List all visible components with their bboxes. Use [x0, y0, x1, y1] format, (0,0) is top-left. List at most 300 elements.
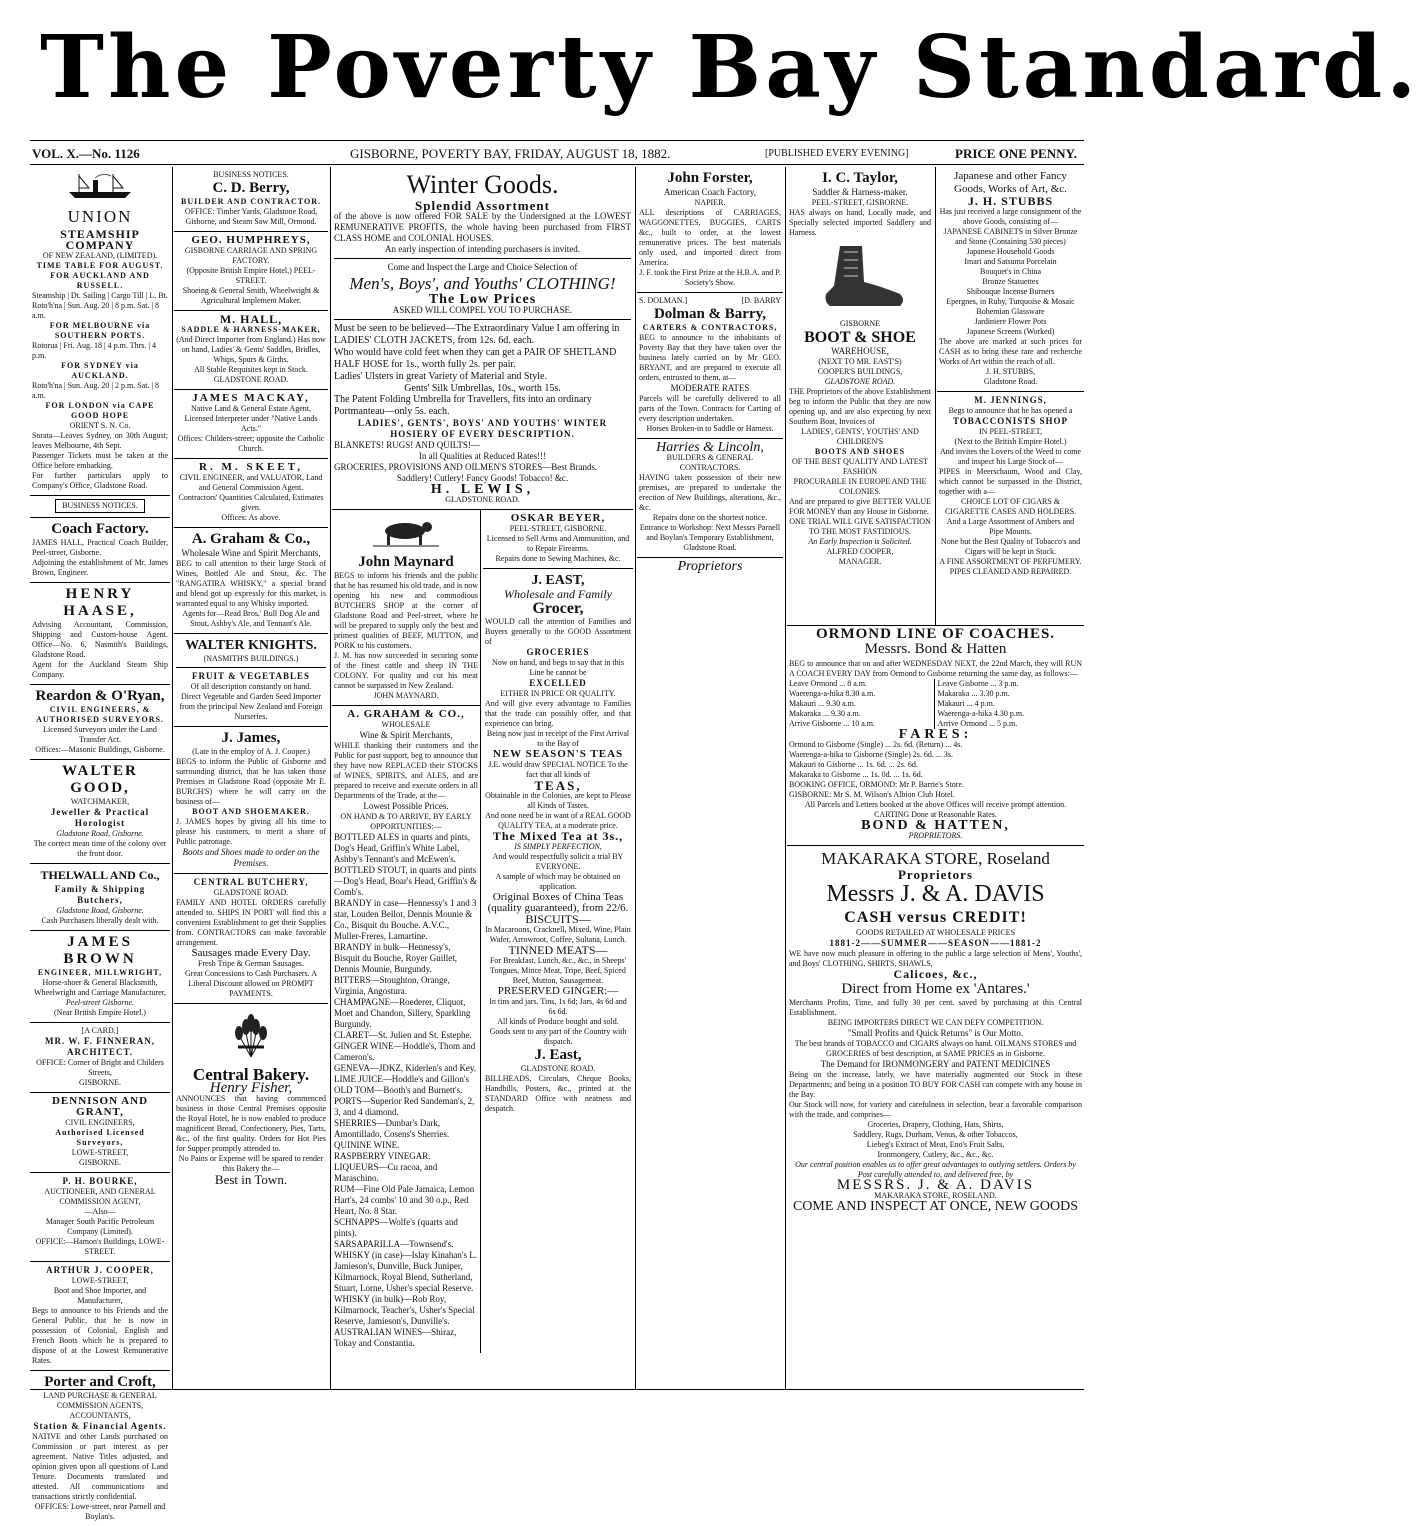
jennings-pipes-repaired: PIPES CLEANED AND REPAIRED.	[949, 567, 1072, 576]
east-solicit: And would respectfully solicit a trial BY EVERYONE.	[492, 852, 624, 871]
winter-clothing: Men's, Boys', and Youths' CLOTHING!	[349, 274, 616, 293]
james-italic: Boots and Shoes made to order on the Premises.	[182, 847, 320, 868]
union-nz: OF NEW ZEALAND, (LIMITED).	[42, 251, 158, 260]
dolman-right: [D. BARRY	[741, 296, 781, 305]
skeet-title: R. M. SKEET,	[199, 461, 303, 473]
sydney-heading: FOR SYDNEY via AUCKLAND.	[61, 361, 139, 380]
winter-umbrellas: Gents' Silk Umbrellas, 10s., worth 15s.	[404, 383, 561, 394]
booking-office-2: GISBORNE: Mr S. M. Wilson's Albion Club Hotel.	[789, 790, 955, 799]
japanese-title: Japanese and other Fancy Goods, Works of Art, &c.	[954, 170, 1067, 195]
stubbs-item: Imari and Satsuma Porcelain	[964, 257, 1057, 266]
east-mixed: The Mixed Tea at 3s.,	[492, 829, 624, 843]
east-ginger: PRESERVED GINGER:—	[497, 985, 619, 997]
timetable-row: Roto'h'na | Sun. Aug. 20 | 2 p.m. Sat. | 8 a.m.	[32, 381, 160, 400]
makaraka-davis: Messrs J. & A. DAVIS	[826, 881, 1045, 907]
graham2-item: RUM—Fine Old Pale Jamaica, Lemon Hart's, 24 combs' 10 and 30 o.p., Red Heart, No. 8 Star.	[334, 1184, 475, 1216]
winter-text: of the above is now offered FOR SALE by the Undersigned at the LOWEST REMUNERATIVE PROFITS, the whole having been purchased from FIRST CLASS HOME and COLONIAL HOUSES.	[334, 211, 631, 243]
skeet-ad	[174, 459, 328, 528]
dennison-town: GISBORNE.	[78, 1158, 121, 1167]
makaraka-item: Groceries, Drapery, Clothing, Hats, Shirts,	[867, 1120, 1004, 1129]
haase-name: HENRY HAASE,	[63, 586, 137, 619]
published-note: [PUBLISHED EVERY EVENING]	[765, 148, 909, 159]
winter-low-prices: The Low Prices	[428, 292, 537, 307]
butchery-title: CENTRAL BUTCHERY,	[193, 877, 309, 887]
mhall-sub: SADDLE & HARNESS-MAKER,	[181, 325, 321, 334]
james-brown-ad	[30, 931, 170, 1023]
ormond-timetable-row: Makaraka ... 3.30 p.m.	[937, 689, 1010, 698]
graham2-item: AUSTRALIAN WINES—Shiraz, Tokay and Constantia.	[334, 1327, 457, 1348]
graham2-item: SHERRIES—Dunbar's Dark, Amontillado, Cosens's Sherries.	[334, 1118, 450, 1139]
bourke-ad	[30, 1173, 170, 1262]
berry-title: C. D. Berry,	[212, 180, 290, 196]
union-steamship-ad	[30, 167, 170, 496]
ormond-coaches-ad	[787, 626, 1084, 846]
central-butchery-ad	[174, 874, 328, 1004]
haase-ad	[30, 583, 170, 685]
bourke-sub: AUCTIONEER, AND GENERAL COMMISSION AGENT,	[44, 1187, 156, 1206]
boot-boots: BOOTS AND SHOES	[814, 447, 906, 456]
cook-county-ad	[637, 558, 783, 576]
boot-sub: WAREHOUSE,	[831, 346, 889, 356]
m-hall-ad	[174, 311, 328, 390]
wheat-sheaf-icon	[216, 1011, 286, 1059]
fruit-title: FRUIT & VEGETABLES	[191, 671, 311, 681]
column-rule	[330, 167, 331, 1389]
boot-early: An Early Inspection is Solicited.	[808, 537, 912, 546]
stubbs-text: Has just received a large consignment of the above Goods, consisting of—	[939, 207, 1082, 226]
graham2-item: QUININE WINE.	[334, 1140, 400, 1150]
ormond-timetable-row: Waerenga-a-hika 4.30 p.m.	[937, 709, 1025, 718]
maynard-sign: JOHN MAYNARD.	[373, 691, 439, 700]
forster-note: J. F. took the First Prize at the H.B.A. and P. Society's Show.	[639, 268, 781, 287]
stubbs-item: Jardiniere Flower Pots	[974, 317, 1047, 326]
graham2-item: GINGER WINE—Hoddle's, Thom and Cameron's.	[334, 1041, 476, 1062]
james-trade: BOOT AND SHOEMAKER.	[192, 807, 310, 816]
brown-title: JAMES BROWN	[63, 934, 137, 967]
ormond-timetable-row: Leave Ormond ... 8 a.m.	[789, 679, 867, 688]
bourke-manager: Manager South Pacific Petroleum Company (Limited).	[45, 1217, 155, 1236]
graham2-arrive: ON HAND & TO ARRIVE, BY EARLY OPPORTUNITIES:—	[340, 812, 472, 831]
finneran-title: MR. W. F. FINNERAN, ARCHITECT.	[45, 1036, 155, 1057]
stubbs-item: Shibouque Incense Burners	[966, 287, 1055, 296]
boot-ladies: LADIES', GENTS', YOUTHS' AND CHILDREN'S	[801, 427, 919, 446]
carting-note: CARTING Done at Reasonable Rates.	[874, 810, 997, 819]
east-teas-2: TEAS,	[534, 778, 582, 793]
particulars-note: For further particulars apply to Company's Office, Gladstone Road.	[32, 471, 168, 490]
butchery-sausages: Sausages made Every Day.	[191, 947, 311, 959]
jennings-ambers: And a Large Assortment of Ambers and Pipe Mounts.	[946, 517, 1075, 536]
east-billheads: BILLHEADS, Circulars, Cheque Books, Handbills, Posters, &c., printed at the STANDARD Office with neatness and despatch.	[485, 1074, 631, 1113]
brown-sub-2: Horse-shoer & General Blacksmith, Wheelwright and Carriage Manufacturer,	[33, 978, 167, 997]
east-either: EITHER IN PRICE OR QUALITY.	[500, 689, 616, 698]
ormond-timetable-row: Makaraka ... 9.30 a.m.	[789, 709, 861, 718]
dateline-rule	[30, 164, 1084, 165]
masthead	[0, 0, 1420, 140]
volume-number: VOL. X.—No. 1126	[32, 146, 140, 161]
dennison-address: LOWE-STREET,	[71, 1148, 129, 1157]
dennison-sub: CIVIL ENGINEERS,	[65, 1118, 135, 1127]
taylor-address: PEEL-STREET, GISBORNE.	[811, 198, 909, 207]
cooper-text: Begs to announce to his Friends and the General Public, that he is now in possession of Colonial, English and French Boots which he is prepared to dispose of at the Lowest Remunerative Rates.	[32, 1306, 168, 1365]
makaraka-tobacco: The best brands of TOBACCO and CIGARS always on hand. OILMANS STORES and GROCERIES of best description, at SAME PRICES as in Gisborne.	[794, 1039, 1077, 1058]
east-groceries: GROCERIES	[526, 647, 590, 657]
reardon-ad	[30, 685, 170, 760]
ormond-timetable	[789, 679, 1082, 729]
graham2-sub: WHOLESALE	[381, 720, 431, 729]
ormond-timetable-right	[934, 679, 1083, 729]
fare-row: Makaraka to Gisborne ... 1s. 0d. ... 1s. 6d.	[789, 770, 923, 779]
mhall-text: (And Direct Importer from England.) Has now on hand, Ladies' & Gents' Saddles, Bridles, Whips, Spurs & Girths.	[176, 335, 326, 364]
porter-office: OFFICES: Lowe-street, near Parnell and Boylan's.	[34, 1502, 166, 1521]
east-tinned-text: For Breakfast, Lunch, &c., &c., in Sheeps' Tongues, Mince Meat, Tripe, Beef, Spiced Beef, Mutton, Sausagemeat.	[489, 956, 627, 985]
cooper-ad	[30, 1262, 170, 1371]
east-none: And none need be in want of a REAL GOOD QUALITY TEA, at a moderate price.	[485, 811, 631, 830]
ormond-timetable-row: Makauri ... 9.30 a.m.	[789, 699, 856, 708]
graham2-text: WHILE thanking their customers and the Public for past support, beg to announce that they have now REPLACED their STOCKS of WINES, SPIRITS, and ALES, and are prepared to receive and execute orders in all Departments of the Trade, at the—	[334, 741, 478, 800]
makaraka-item: Ironmongery, Cutlery, &c., &c., &c.	[877, 1150, 994, 1159]
good-address: Gladstone Road, Gisborne.	[56, 829, 144, 838]
east-address: GLADSTONE ROAD.	[520, 1064, 596, 1073]
boot-manager: MANAGER.	[838, 557, 882, 566]
stubbs-item: Japanese Screens (Worked)	[966, 327, 1055, 336]
maynard-text: BEGS to inform his friends and the public that he has resumed his old trade, and is now opening his new and commodious BUTCHERS SHOP at the corner of Gladstone Road and Peel-street, where he will be prepared to supply only the best and primest qualities of BEEF, MUTTON, and PORK to his customers.	[334, 571, 478, 650]
jennings-none: None but the Best Quality of Tobacco's and Cigars will be kept in Stock.	[940, 537, 1081, 556]
winter-lewis: H. LEWIS,	[430, 482, 535, 497]
reardon-sub: CIVIL ENGINEERS, & AUTHORISED SURVEYORS.	[36, 705, 164, 724]
stubbs-item: Epergnes, in Ruby, Turquoise & Mosaic	[946, 297, 1075, 306]
thelwall-address: Gladstone Road, Gisborne.	[56, 906, 144, 915]
mhall-stock: All Stable Requisites kept in Stock.	[194, 365, 308, 374]
stubbs-item: Japanese Household Goods	[966, 247, 1055, 256]
makaraka-stock: Our Stock will now, for variety and carefulness in selection, bear a favorable comparison with the trade, and comprises—	[789, 1100, 1082, 1119]
makaraka-item: Saddlery, Rugs, Durham, Venus, & other Tobaccos,	[853, 1130, 1018, 1139]
berry-office: OFFICE: Timber Yards, Gladstone Road, Gisborne, and Steam Saw Mill, Ormond.	[184, 207, 318, 226]
graham2-item: BOTTLED STOUT, in quarts and pints—Dog's Head, Boar's Head, Griffin's & Comb's.	[334, 865, 477, 897]
graham2-item: SCHNAPPS—Wolfe's (quarts and pints).	[334, 1217, 458, 1238]
thelwall-sub: Family & Shipping Butchers,	[54, 884, 146, 905]
timetable-row: Rotorua | Fri. Aug. 18 | 4 p.m. Thrs. | 4 p.m.	[32, 341, 156, 360]
fare-row: Makauri to Gisborne ... 1s. 6d. ... 2s. 6d.	[789, 760, 918, 769]
graham2-item: CLARET—St. Julien and St. Estephe.	[334, 1030, 472, 1040]
graham2-item: BITTERS—Stoughton, Orange, Virginia, Angostura.	[334, 975, 450, 996]
butchery-address: GLADSTONE ROAD.	[213, 888, 289, 897]
jennings-invite: And invites the Lovers of the Weed to come and inspect his Large Stock of—	[940, 447, 1081, 466]
business-notices-heading	[30, 496, 170, 518]
reardon-office: Offices:—Masonic Buildings, Gisborne.	[35, 745, 165, 754]
mhall-address: GLADSTONE ROAD.	[213, 375, 289, 384]
graham-agents: Agents for—Read Bros.' Bull Dog Ale and Stout, Ashby's Ale, and Tennant's Ale.	[182, 609, 320, 628]
east-sample: A sample of which may be obtained on application.	[495, 872, 621, 891]
ormond-timetable-row: Makauri ... 4 p.m.	[937, 699, 995, 708]
winter-groceries: GROCERIES, PROVISIONS AND OILMEN'S STORES—Best Brands.	[334, 462, 598, 472]
east-perfection: IS SIMPLY PERFECTION,	[514, 842, 602, 851]
graham2-title: A. GRAHAM & CO.,	[347, 708, 465, 720]
beyer-ad	[483, 510, 633, 569]
dennison-ad	[30, 1093, 170, 1173]
mackay-text: Licensed Interpreter under "Native Lands Acts."	[184, 414, 318, 433]
coach-text: JAMES HALL, Practical Coach Builder, Peel-street, Gisborne.	[32, 538, 168, 557]
dolman-left: S. DOLMAN.]	[639, 296, 688, 305]
bourke-title: P. H. BOURKE,	[62, 1176, 138, 1186]
graham2-item-list	[334, 832, 478, 1349]
graham-title: A. Graham & Co.,	[191, 531, 311, 547]
forster-ad	[637, 167, 783, 293]
ormond-timetable-row: Arrive Gisborne ... 10 a.m.	[789, 719, 875, 728]
winter-cold: Who would have cold feet when they can get a PAIR OF SHETLAND HALF HOSE for 1s., worth fully 2s. per pair.	[334, 347, 617, 370]
maynard-title: John Maynard	[358, 554, 454, 570]
cooper-title: ARTHUR J. COOPER,	[46, 1265, 154, 1275]
stubbs-title: J. H. STUBBS	[967, 194, 1054, 208]
stubbs-item: JAPANESE CABINETS in Silver Bronze and Stone (Containing 530 pieces)	[943, 227, 1078, 246]
butchery-fresh: Fresh Tripe & German Sausages.	[198, 959, 304, 968]
winter-ulsters: Ladies' Ulsters in great Variety of Material and Style.	[334, 371, 547, 382]
jennings-perfumery: A FINE ASSORTMENT OF PERFUMERY.	[939, 557, 1082, 566]
finneran-town: GISBORNE.	[78, 1078, 121, 1087]
cook-county-placeholder: Proprietors	[677, 559, 743, 574]
sorata-note: Sorata—Leaves Sydney, on 30th August; leaves Melbourne, 4th Sept.	[32, 431, 168, 450]
stubbs-item: Bohemian Glassware	[976, 307, 1045, 316]
good-sub: WATCHMAKER,	[70, 797, 130, 806]
mackay-ad	[174, 390, 328, 459]
stubbs-item: Bouquet's in China	[980, 267, 1041, 276]
fruit-text: Of all description constantly on hand.	[190, 682, 312, 691]
winter-address: GLADSTONE ROAD.	[445, 495, 520, 504]
finneran-ad	[30, 1023, 170, 1093]
butchery-discount: Great Concessions to Cash Purchasers. A Liberal Discount allowed on PROMPT PAYMENTS.	[185, 969, 317, 998]
top-rule	[30, 140, 1084, 141]
column-rule	[785, 167, 786, 1389]
bakery-name: Henry Fisher,	[209, 1080, 293, 1096]
cattle-icon	[371, 517, 441, 547]
east-text: WOULD call the attention of Families and Buyers generally to the GOOD Assortment of	[485, 617, 631, 646]
forster-text: ALL descriptions of CARRIAGES, WAGGONETTES, BUGGIES, CARTS &c., built to order, at the lowest remunerative prices. The best materials only used, and imported direct from America.	[639, 208, 781, 267]
london-sub: ORIENT S. N. Co.	[69, 421, 131, 430]
makaraka-proprietors: Proprietors	[897, 867, 974, 882]
boot-next: (NEXT TO MR. EAST'S)	[818, 357, 902, 366]
knights-sub: (NASMITH'S BUILDINGS.)	[203, 654, 299, 663]
graham2-item: RASPBERRY VINEGAR.	[334, 1151, 431, 1161]
parcels-note: All Parcels and Letters booked at the above Offices will receive prompt attention.	[804, 800, 1067, 809]
east-ginger-text: In tins and jars. Tins, 1s 6d; Jars, 4s 6d and 6s 6d.	[489, 997, 627, 1016]
dolman-text-2: Parcels will be carefully delivered to all parts of the Town. Contracts for Carting of every description undertaken.	[639, 394, 781, 423]
walter-good-ad	[30, 760, 170, 864]
cooper-sub-2: Boot and Shoe Importer, and Manufacturer,	[53, 1286, 147, 1305]
east-tinned: TINNED MEATS—	[508, 943, 608, 957]
dolman-title: Dolman & Barry,	[653, 306, 767, 322]
timetable-row: Roto'h'na | Sun. Aug. 20 | 8 p.m. Sat. | 8 a.m.	[32, 301, 160, 320]
makaraka-text: WE have now much pleasure in offering to the public a large selection of Mens', Youths', and Boys' CLOTHING, SHIRTS, SHAWLS,	[789, 949, 1082, 968]
taylor-text: HAS always on hand, Locally made, and Specially selected imported Saddlery and Harness.	[789, 208, 931, 237]
thelwall-ad	[30, 864, 170, 931]
makaraka-address: MAKARAKA STORE, ROSELAND.	[874, 1191, 997, 1200]
winter-blankets: BLANKETS! RUGS! AND QUILTS!—	[334, 440, 480, 450]
london-heading: FOR LONDON via CAPE GOOD HOPE	[45, 401, 155, 420]
column-1	[30, 167, 170, 1521]
beyer-title: OSKAR BEYER,	[510, 512, 606, 524]
ormond-title: ORMOND LINE OF COACHES.	[815, 626, 1056, 642]
east-produce: All kinds of Produce bought and sold.	[497, 1017, 619, 1026]
stubbs-item-list	[939, 227, 1082, 337]
mhall-title: M. HALL,	[219, 312, 283, 326]
dolman-names	[639, 296, 781, 306]
east-excelled: EXCELLED	[529, 678, 587, 688]
beyer-sub: PEEL-STREET, GISBORNE.	[509, 524, 607, 533]
brown-address: Peel-street Gisborne.	[65, 998, 135, 1007]
price: PRICE ONE PENNY.	[955, 146, 1077, 161]
coach-factory-ad	[30, 518, 170, 583]
mackay-title: JAMES MACKAY,	[192, 392, 310, 404]
east-boxes: Original Boxes of China Teas (quality guaranteed), from 22/6.	[487, 891, 629, 914]
dolman-barry-ad	[637, 293, 783, 439]
butchery-text: FAMILY AND HOTEL ORDERS carefully attended to. SHIPS IN PORT will find this a convenient Establishment to get their Supplies from. CONTRACTORS can make favorable arrangement.	[176, 898, 326, 947]
winter-title: Winter Goods.	[406, 170, 559, 199]
makaraka-demand-2: Being on the increase, lately, we have materially augmented our Stock in these Departments; and being in a position TO BUY FOR CASH can compete with any house in the Bay.	[789, 1070, 1082, 1099]
brown-near: (Near British Empire Hotel.)	[54, 1008, 146, 1017]
haase-text: Advising Accountant, Commission, Shipping and Custom-house Agent. Office—No. 6, Nasmith's Buildings, Gladstone Road.	[32, 620, 168, 659]
ormond-timetable-row: Leave Gisborne ... 3 p.m.	[937, 679, 1019, 688]
stubbs-marked: The above are marked at such prices for CASH as to bring these rare and recherche Works of Art within the reach of all.	[939, 337, 1082, 366]
east-text-2: Now on hand, and begs to say that in this Line he cannot be	[492, 658, 624, 677]
east-biscuits: BISCUITS—	[525, 912, 591, 926]
bottom-rule	[30, 1389, 1084, 1390]
walter-knights-ad	[174, 634, 328, 727]
jennings-ad	[937, 392, 1084, 581]
humphreys-title: GEO. HUMPHREYS,	[191, 234, 311, 246]
makaraka-item: Liebeg's Extract of Meat, Eno's Fruit Salts,	[866, 1140, 1005, 1149]
passenger-note: Passenger Tickets must be taken at the Office before embarking.	[32, 451, 168, 470]
boot-procurable: PROCURABLE IN EUROPE AND THE COLONIES.	[793, 477, 927, 496]
reardon-title: Reardon & O'Ryan,	[35, 688, 165, 704]
boot-trial: ONE TRIAL WILL GIVE SATISFACTION TO THE MOST FASTIDIOUS.	[789, 517, 931, 536]
thelwall-note: Cash Purchasers liberally dealt with.	[41, 916, 159, 925]
makaraka-sign: MESSRS. J. & A. DAVIS	[836, 1177, 1035, 1193]
good-note: The correct mean time of the colony over the front door.	[33, 839, 167, 858]
winter-saddlery: Saddlery! Cutlery! Fancy Goods! Tobacco! &c.	[396, 473, 569, 483]
makaraka-title: MAKARAKA STORE, Roseland	[821, 849, 1050, 868]
graham2-item: LIQUEURS—Cu racoa, and Maraschino.	[334, 1162, 438, 1183]
humphreys-ad	[174, 232, 328, 311]
winter-assortment: Splendid Assortment	[415, 198, 550, 213]
cooper-sub: LOWE-STREET,	[71, 1276, 129, 1285]
dolman-sub: CARTERS & CONTRACTORS,	[642, 323, 778, 332]
bakery-title: Central Bakery.	[192, 1065, 310, 1084]
booking-office: BOOKING OFFICE, ORMOND: Mr P. Barrie's Store.	[789, 780, 964, 789]
berry-sub: BUILDER AND CONTRACTOR.	[181, 197, 321, 206]
winter-must: Must be seen to be believed—The Extraordinary Value I am offering in LADIES' CLOTH JACKETS, from 12s. 6d. each.	[334, 323, 620, 346]
graham2-item: WHISKY (in case)—Islay Kinahan's L. Jamieson's, Dunville, Buck Juniper, Kilmarnock, Royal Blend, Sutherland, Stuart, Lorne, Usher's special Reserve.	[334, 1250, 477, 1293]
brown-sub: ENGINEER, MILLWRIGHT,	[37, 968, 163, 977]
ormond-timetable-row: Waerenga-a-hika 8.30 a.m.	[789, 689, 876, 698]
makaraka-motto: "Small Profits and Quick Returns" is Our Motto.	[847, 1028, 1024, 1038]
coach-text-2: Adjoining the establishment of Mr. James Brown, Engineer.	[32, 558, 168, 577]
good-title: WALTER GOOD,	[62, 763, 138, 796]
business-notices-label: BUSINESS NOTICES.	[55, 499, 145, 513]
boot-title: BOOT & SHOE	[804, 329, 916, 346]
james-text: BEGS to inform the Public of Gisborne and surrounding district, that he has taken those Premises in Gladstone Road (opposite Mr E. BURCH'S) where he will carry on the business of—	[176, 757, 326, 806]
makaraka-cash: CASH versus CREDIT!	[844, 909, 1027, 926]
finneran-office: OFFICE: Corner of Bright and Childers Streets,	[36, 1058, 164, 1077]
graham-wine-ad	[174, 528, 328, 634]
james-text-2: J. JAMES hopes by giving all his time to please his customers, to merit a share of Public patronage.	[176, 817, 326, 846]
jennings-text: Begs to announce that he has opened a	[948, 406, 1073, 415]
graham2-item: LIME JUICE—Hoddle's and Gillon's	[334, 1074, 469, 1084]
stubbs-address: Gladstone Road.	[983, 377, 1038, 386]
graham2-sub-2: Wine & Spirit Merchants,	[359, 730, 453, 740]
boot-text: THE Proprietors of the above Establishment beg to inform the Public that they are now opening up, and are also expecting by next Southern Boat, Invoices of	[789, 387, 931, 426]
graham2-item: BOTTLED ALES in quarts and pints, Dog's Head, Griffin's White Label, Ashby's Tennant's and McEwen's.	[334, 832, 470, 864]
winter-reduced: In all Qualities at Reduced Rates!!!	[418, 451, 547, 461]
graham2-item: SARSAPARILLA—Townsend's.	[334, 1239, 454, 1249]
east-receipt: Being now just in receipt of the First Arrival to the Bay of	[486, 729, 630, 748]
boot-cooper: COOPER'S BUILDINGS,	[817, 367, 903, 376]
dolman-rates: MODERATE RATES	[670, 383, 750, 393]
skeet-sub: CIVIL ENGINEER, and VALUATOR, Land and General Commission Agent.	[179, 473, 323, 492]
bakery-best: Best in Town.	[214, 1172, 288, 1187]
makaraka-calicoes: Calicoes, &c.,	[893, 967, 978, 981]
boot-sign: ALFRED COOPER,	[826, 547, 894, 556]
j-james-ad	[174, 727, 328, 874]
j-east-ad	[483, 569, 633, 1118]
porter-croft-ad	[30, 1371, 170, 1526]
makaraka-season: 1881-2——SUMMER——SEASON——1881-2	[829, 938, 1042, 948]
humphreys-text: Shoeing & General Smith, Wheelwright & Agricultural Implement Maker.	[182, 286, 320, 305]
bakery-text: ANNOUNCES that having commenced business in those Central Premises opposite the Royal Hotel, he is now enabled to produce magnificent Bread, Confectionery, Pies, Tarts, &c., of the first quality. Orders for Hot Pies for Supper promptly attended to.	[176, 1094, 326, 1153]
ormond-makaraka-block	[787, 625, 1084, 1390]
forster-town: NAPIER.	[694, 198, 726, 207]
east-text-3: And will give every advantage to Families that the trade can possibly offer, and that experience can bring.	[485, 699, 631, 728]
stubbs-item: Bronze Statuettes	[982, 277, 1039, 286]
reardon-text: Licensed Surveyors under the Land Transfer Act.	[43, 725, 157, 744]
east-goods: Goods sent to any part of the Country with dispatch.	[489, 1027, 627, 1046]
union-subtitle: STEAMSHIP COMPANY	[60, 227, 140, 252]
dennison-sub-2: Authorised Licensed Surveyors,	[55, 1128, 145, 1147]
humphreys-sub: GISBORNE CARRIAGE AND SPRING FACTORY.	[184, 246, 318, 265]
winter-patent: The Patent Folding Umbrella for Travellers, fits into an ordinary Portmanteau—only 5s. each.	[334, 394, 592, 417]
makaraka-defy: BEING IMPORTERS DIRECT WE CAN DEFY COMPETITION.	[827, 1018, 1044, 1027]
graham2-item: WHISKY (in bulk)—Rob Roy, Kilmarnock, Teacher's, Usher's Special Reserve, Jamieson's, Dunville's.	[334, 1294, 475, 1326]
column-4-lower	[483, 510, 633, 1390]
harries-sub: BUILDERS & GENERAL CONTRACTORS.	[666, 453, 754, 472]
divider	[176, 667, 326, 668]
jennings-peel: IN PEEL-STREET,	[979, 427, 1042, 436]
fare-row: Waerenga-a-hika to Gisborne (Single) 2s. 6d. ... 3s.	[789, 750, 953, 759]
mackay-office: Offices: Childers-street; opposite the Catholic Church.	[177, 434, 325, 453]
coach-title: Coach Factory.	[51, 521, 149, 537]
harries-title: Harries & Lincoln,	[656, 440, 764, 455]
knights-title: WALTER KNIGHTS.	[185, 638, 317, 653]
beyer-repairs: Repairs done to Sewing Machines, &c.	[495, 554, 621, 563]
dennison-title: DENNISON AND GRANT,	[51, 1095, 149, 1118]
boot-quality: OF THE BEST QUALITY AND LATEST FASHION	[791, 457, 929, 476]
fares-list	[789, 740, 1082, 780]
column-rule	[172, 167, 173, 1389]
timetable-title: TIME TABLE FOR AUGUST.	[36, 261, 164, 270]
makaraka-demand: The Demand for IRONMONGERY and PATENT MEDICINES	[820, 1059, 1051, 1069]
graham2-item: BRANDY in case—Hennessy's 1 and 3 star, Louden Bellot, Dennis Mounie & Co., Bisquit du Bouche. A.V.C., Muller-Freres, Lamartine.	[334, 898, 477, 941]
graham2-item: GENEVA—JDKZ, Kiderlen's and Key.	[334, 1063, 477, 1073]
east-special: J.E. would draw SPECIAL NOTICE To the fact that all kinds of	[488, 760, 628, 779]
beyer-text: Licensed to Sell Arms and Ammunition, and to Repair Firearms.	[486, 534, 630, 553]
dolman-horses: Horses Broken-in to Saddle or Harness.	[646, 424, 774, 433]
taylor-title: I. C. Taylor,	[822, 170, 898, 186]
winter-asked: ASKED WILL COMPEL YOU TO PURCHASE.	[392, 305, 573, 315]
forster-sub: American Coach Factory,	[663, 187, 757, 197]
graham2-lowest: Lowest Possible Prices.	[363, 801, 449, 811]
dateline	[30, 143, 1084, 163]
james-sub: (Late in the employ of A. J. Cooper.)	[192, 747, 310, 756]
east-grocer: Grocer,	[532, 600, 584, 617]
east-teas: NEW SEASON'S TEAS	[492, 748, 624, 760]
